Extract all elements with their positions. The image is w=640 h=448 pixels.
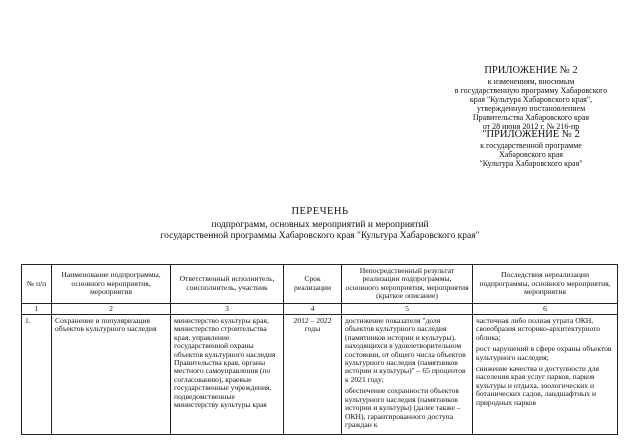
heading-line: государственной программы Хабаровского края "Культура Хабаровского края" (160, 231, 480, 241)
header-cell: Ответственный исполнитель, соисполнитель, участник (171, 265, 284, 304)
appendix-line: Хабаровского края (499, 150, 563, 159)
consequence-text: снижение качества и доступности для населения края услуг парков, парков культуры и отдыха, зоологических и ботанических садов, ландшафтных и природных парков (476, 364, 599, 407)
header-cell: Срок реализации (284, 265, 342, 304)
table-header-row (22, 265, 618, 304)
column-number: 4 (284, 303, 342, 314)
consequence-text: частичная либо полная утрата ОКН, своеобразия историко-архитектурного облика; (476, 316, 601, 342)
result-cell (342, 315, 473, 435)
column-number-row (22, 303, 618, 314)
executor-cell: министерство культуры края, министерство строительства края, управление государственной охраны объектов культурного наследия Правительства края, органы местного самоуправления (по согласованию), краевые государственные учреждения, подведомственные министерству культуры края (171, 315, 284, 435)
appendix-line: Правительства Хабаровского края (472, 113, 590, 122)
column-number: 1 (22, 303, 52, 314)
document-heading (0, 206, 640, 242)
column-number: 2 (52, 303, 171, 314)
heading-title: ПЕРЕЧЕНЬ (291, 206, 349, 217)
appendix-line: к изменениям, вносимым (487, 77, 575, 86)
header-cell: № п/п (22, 265, 52, 304)
appendix-line: края "Культура Хабаровского края", (469, 95, 593, 104)
appendix-title: "ПРИЛОЖЕНИЕ № 2 (482, 129, 580, 140)
column-number: 3 (171, 303, 284, 314)
appendix-line: утвержденную постановлением (476, 104, 586, 113)
appendix-line: "Культура Хабаровского края" (479, 159, 583, 168)
measures-table (21, 264, 618, 435)
consequence-text: рост нарушений в сфере охраны объектов культурного наследия; (476, 344, 612, 362)
header-cell: Последствия нереализации подпрограммы, основного мероприятия, мероприятия (473, 265, 618, 304)
row-number: 1. (22, 315, 52, 435)
heading-line: подпрограмм, основных мероприятий и мероприятий (211, 220, 429, 230)
header-cell: Непосредственный результат реализации подпрограммы, основного мероприятия, мероприятия (краткое описание) (342, 265, 473, 304)
column-number: 5 (342, 303, 473, 314)
appendix-line: к государственной программе (480, 141, 582, 150)
result-text: достижение показателя "доля объектов культурного наследия (памятников истории и культуры), находящихся в удовлетворительном состоянии, от общего числа объектов культурного наследия (памятников истории и культуры)" – 65 процентов к 2021 году; (345, 316, 466, 384)
header-cell: Наименование подпрограммы, основного мероприятия, мероприятия (52, 265, 171, 304)
appendix-line: в государственную программу Хабаровского (454, 86, 608, 95)
appendix-block (446, 64, 616, 131)
measure-name: Сохранение и популяризация объектов культурного наследия (52, 315, 171, 435)
period-cell: 2012 – 2022 годы (284, 315, 342, 435)
appendix-line: от 28 июня 2012 г. № 216-пр (482, 122, 580, 131)
consequences-cell (473, 315, 618, 435)
appendix-title: ПРИЛОЖЕНИЕ № 2 (484, 65, 578, 76)
column-number: 6 (473, 303, 618, 314)
appendix-block-original (446, 128, 616, 168)
result-text: обеспечение сохранности объектов культурного наследия (памятников истории и культуры) (далее также – ОКН), гарантированного доступа граждан к (345, 386, 461, 429)
table-row (22, 315, 618, 435)
